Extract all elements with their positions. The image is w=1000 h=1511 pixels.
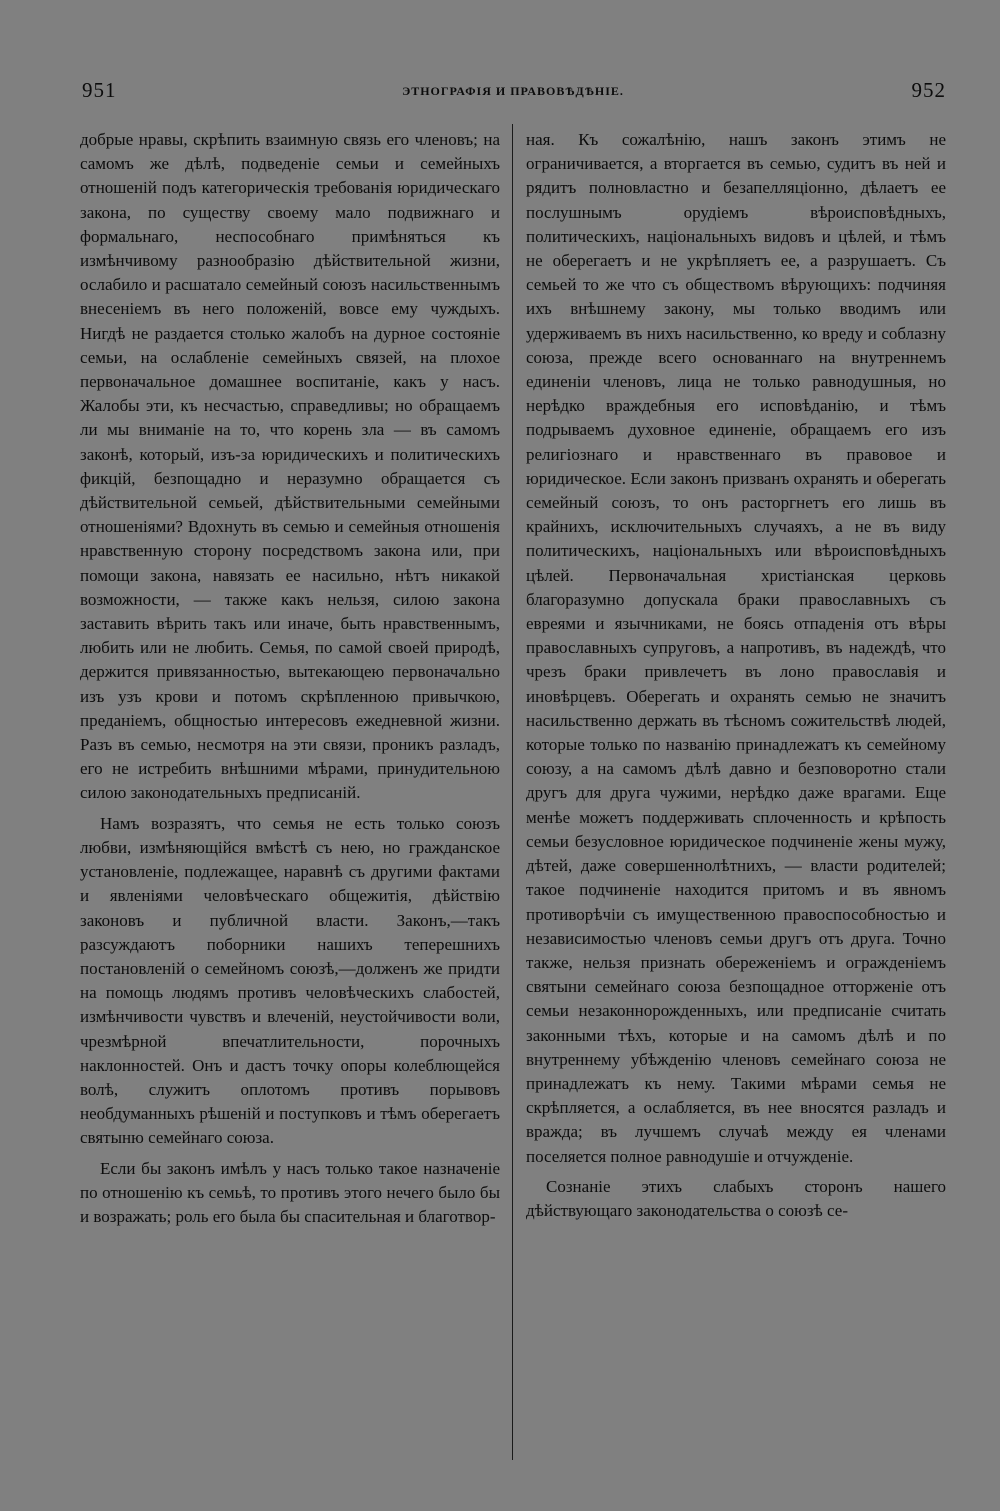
left-column: [80, 128, 500, 1229]
right-column: [526, 128, 946, 1223]
paragraph: Намъ возразятъ, что семья не есть только союзъ любви, измѣняющійся вмѣстѣ съ нею, но гражданское установленіе, подлежащее, наравнѣ съ другими фактами и явленіями человѣческаго общежитія, дѣйствію законовъ и публичной власти. Законъ,—такъ разсуждаютъ поборники нашихъ теперешнихъ постановленій о семейномъ союзѣ,—долженъ же придти на помощь людямъ противъ человѣческихъ слабостей, измѣнчивости чувствъ и влеченій, неустойчивости воли, чрезмѣрной впечатлительности, порочныхъ наклонностей. Онъ и дастъ точку опоры колеблющейся волѣ, служитъ оплотомъ противъ порывовъ необдуманныхъ рѣшеній и поступковъ и тѣмъ оберегаетъ святыню семейнаго союза.: [80, 813, 500, 1148]
page-number-left: 951: [82, 78, 117, 102]
paragraph: Если бы законъ имѣлъ у насъ только такое назначеніе по отношенію къ семьѣ, то противъ этого нечего было бы и возражать; роль его была бы спасительная и благотвор-: [80, 1158, 500, 1226]
column-divider: [512, 124, 513, 1460]
page-header: [80, 78, 946, 106]
paragraph: Сознаніе этихъ слабыхъ сторонъ нашего дѣйствующаго законодательства о союзѣ се-: [526, 1176, 946, 1220]
page-number-right: 952: [911, 78, 946, 102]
running-title: ЭТНОГРАФІЯ И ПРАВОВѢДѢНІЕ.: [402, 84, 624, 98]
paragraph: ная. Къ сожалѣнію, нашъ законъ этимъ не ограничивается, а вторгается въ семью, судитъ въ ней и рядитъ полновластно и безапелляціонно, дѣлаетъ ее послушнымъ орудіемъ вѣроисповѣдныхъ, политическихъ, національныхъ видовъ и цѣлей, и тѣмъ не оберегаетъ и не укрѣпляетъ ее, а разрушаетъ. Съ семьей то же что съ обществомъ вѣрующихъ: подчиняя ихъ внѣшнему закону, мы только вводимъ или удерживаемъ въ нихъ насильственно, ко вреду и соблазну союза, прежде всего основаннаго на внутреннемъ единеніи членовъ, лица не только равнодушныя, но нерѣдко враждебныя его исповѣданію, и тѣмъ подрываемъ духовное единеніе, обращаемъ его изъ религіознаго и нравственнаго въ правовое и юридическое. Если законъ призванъ охранять и оберегать семейный союзъ, то онъ расторгнетъ его лишь въ крайнихъ, исключительныхъ случаяхъ, а не въ виду политическихъ, національныхъ или вѣроисповѣдныхъ цѣлей. Первоначальная христіанская церковь благоразумно допускала браки православныхъ съ евреями и язычниками, не боясь отпаденія отъ вѣры православныхъ супруговъ, а напротивъ, въ надеждѣ, что чрезъ браки привлечетъ въ лоно православія и иновѣрцевъ. Оберегать и охранять семью не значитъ насильственно держать въ тѣсномъ сожительствѣ людей, которые только по названію принадлежатъ къ семейному союзу, а на самомъ дѣлѣ давно и безповоротно стали другъ для друга чужими, нерѣдко даже врагами. Еще менѣе можетъ поддерживать сплоченность и крѣпость семьи безусловное юридическое подчиненіе жены мужу, дѣтей, даже совершеннолѣтнихъ, — власти родителей; такое подчиненіе находится притомъ и въ явномъ противорѣчіи съ имущественною правоспособностью и независимостью членовъ семьи другъ отъ друга. Точно также, нельзя признать обереженіемъ и огражденіемъ святыни семейнаго союза безпощадное отторженіе отъ семьи незаконнорожденныхъ, или предписаніе считать законными тѣхъ, которые и на самомъ дѣлѣ и по внутреннему убѣжденію членовъ семейнаго союза не принадлежатъ къ нему. Такими мѣрами семья не скрѣпляется, а ослабляется, въ нее вносятся разладъ и вражда; въ лучшемъ случаѣ между ея членами поселяется полное равнодушіе и отчужденіе.: [526, 130, 946, 1166]
paragraph: добрые нравы, скрѣпить взаимную связь его членовъ; на самомъ же дѣлѣ, подведеніе семьи и семейныхъ отношеній подъ категорическія требованія юридическаго закона, по существу своему мало подвижнаго и формальнаго, неспособнаго примѣняться къ измѣнчивому разнообразію дѣйствительной жизни, ослабило и расшатало семейный союзъ насильственнымъ внесеніемъ въ него положеній, вовсе ему чуждыхъ. Нигдѣ не раздается столько жалобъ на дурное состояніе семьи, на ослабленіе семейныхъ связей, на плохое первоначальное домашнее воспитаніе, какъ у насъ. Жалобы эти, къ несчастью, справедливы; но обращаемъ ли мы вниманіе на то, что корень зла — въ самомъ законѣ, который, изъ-за юридическихъ и политическихъ фикцій, безпощадно и неразумно обращается съ дѣйствительной семьей, дѣйствительными семейными отношеніями? Вдохнуть въ семью и семейныя отношенія нравственную сторону посредствомъ закона или, при помощи закона, навязать ее насильно, нѣтъ никакой возможности, — также какъ нельзя, силою закона заставить вѣрить такъ или иначе, быть нравственнымъ, любить или не любить. Семья, по самой своей природѣ, держится привязанностью, вытекающею первоначально изъ узъ крови и потомъ скрѣпленною привычкою, преданіемъ, общностью интересовъ ежедневной жизни. Разъ въ семью, несмотря на эти связи, проникъ разладъ, его не истребить внѣшними мѣрами, принудительною силою законодательныхъ предписаній.: [80, 130, 500, 803]
